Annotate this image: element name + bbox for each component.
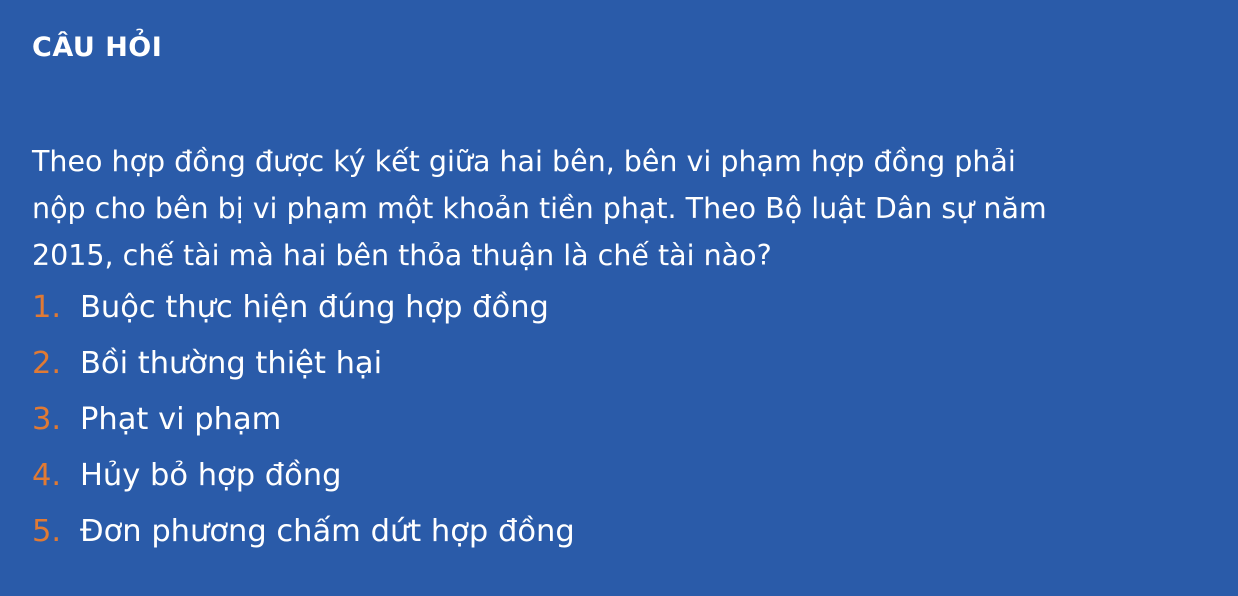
answer-option-4: [32, 448, 575, 504]
option-text: Buộc thực hiện đúng hợp đồng: [80, 290, 549, 325]
question-line: Theo hợp đồng được ký kết giữa hai bên, bên vi phạm hợp đồng phải: [32, 145, 1016, 178]
answer-option-5: [32, 504, 575, 560]
question-text: [32, 138, 1232, 279]
answer-option-3: [32, 392, 575, 448]
answer-option-1: [32, 280, 575, 336]
option-text: Phạt vi phạm: [80, 402, 282, 437]
answer-option-2: [32, 336, 575, 392]
option-number: 1.: [32, 290, 62, 325]
option-number: 5.: [32, 514, 62, 549]
answer-options-list: [32, 280, 575, 560]
option-text: Đơn phương chấm dứt hợp đồng: [80, 514, 575, 549]
option-text: Bồi thường thiệt hại: [80, 346, 383, 381]
question-line: nộp cho bên bị vi phạm một khoản tiền phạt. Theo Bộ luật Dân sự năm: [32, 192, 1047, 225]
option-text: Hủy bỏ hợp đồng: [80, 458, 342, 493]
option-number: 4.: [32, 458, 62, 493]
option-number: 3.: [32, 402, 62, 437]
option-number: 2.: [32, 346, 62, 381]
question-line: 2015, chế tài mà hai bên thỏa thuận là chế tài nào?: [32, 239, 772, 272]
slide-title: CÂU HỎI: [32, 32, 163, 63]
